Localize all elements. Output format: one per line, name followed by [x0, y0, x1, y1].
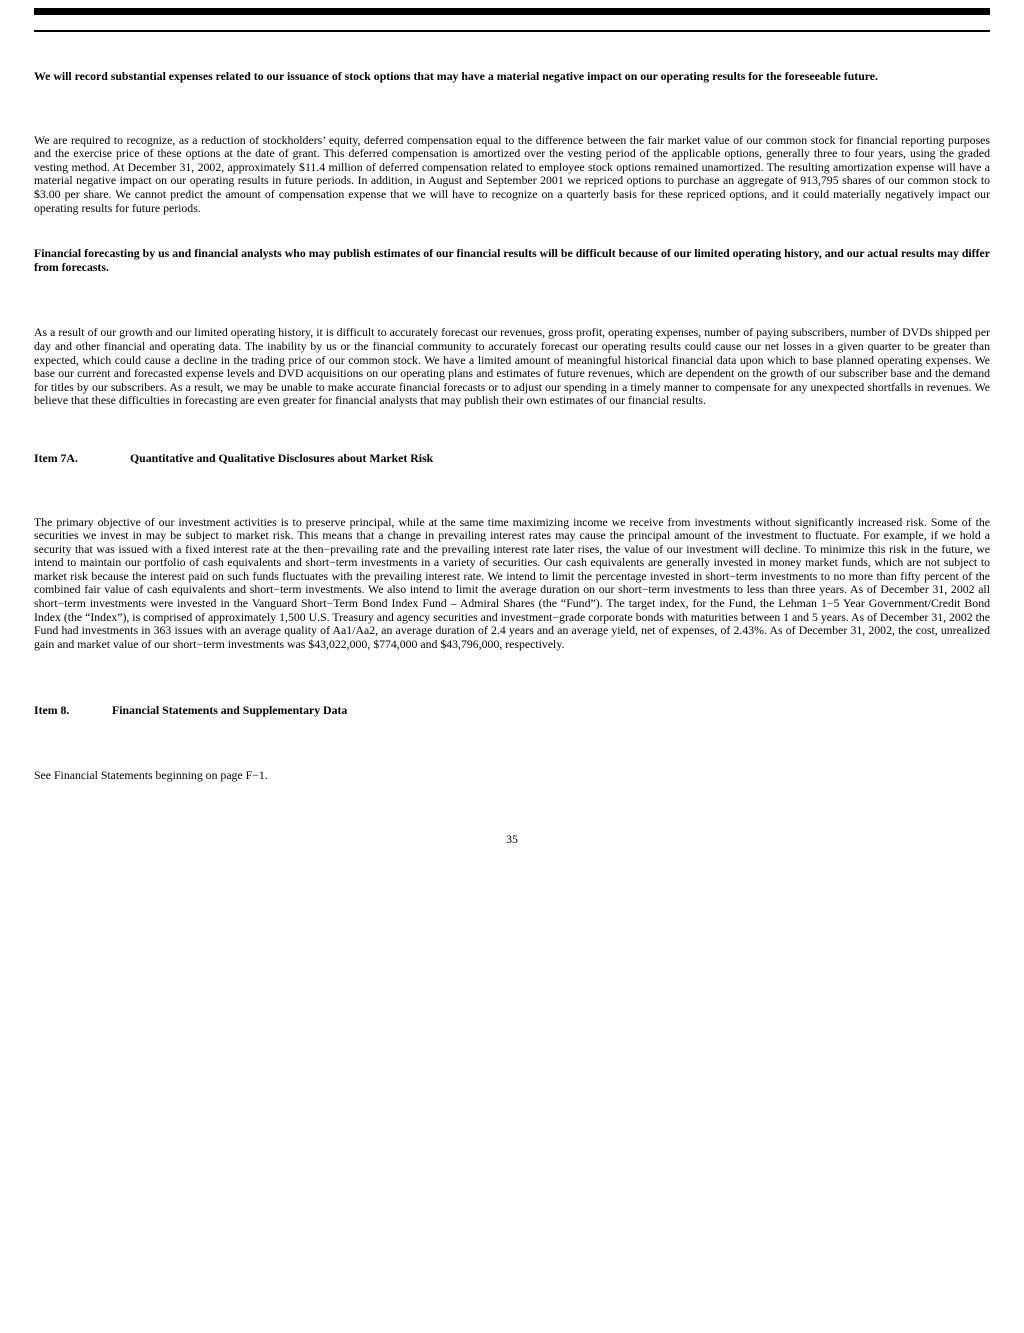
page-number: 35 — [506, 831, 518, 846]
closing-note: See Financial Statements beginning on page F−1. — [34, 768, 268, 783]
item-8-heading — [34, 704, 990, 718]
paragraph-market-risk: The primary objective of our investment activities is to preserve principal, while at the same time maximizing income we receive from investments without significantly increased risk. Some of the securities we invest in may be subject to market risk. This means that a change in prevailing interest rates may cause the principal amount of the investment to fluctuate. For example, if we hold a security that was issued with a fixed interest rate at the then−prevailing rate and the prevailing interest rate later rises, the value of our investment will decline. To minimize this risk in the future, we intend to maintain our portfolio of cash equivalents and short−term investments in a variety of securities. Our cash equivalents are generally invested in money market funds, which are not subject to market risk because the interest paid on such funds fluctuates with the prevailing interest rate. We intend to limit the percentage invested in short−term investments to no more than fifty percent of the combined fair value of cash equivalents and short−term investments. We also intend to limit the average duration on our short−term investments to less than three years. As of December 31, 2002 all short−term investments were invested in the Vanguard Short−Term Bond Index Fund – Admiral Shares (the “Fund”). The target index, for the Fund, the Lehman 1−5 Year Government/Credit Bond Index (the “Index”), is comprised of approximately 1,500 U.S. Treasury and agency securities and investment−grade corporate bonds with maturities between 1 and 5 years. As of December 31, 2002 the Fund had investments in 363 issues with an average quality of Aa1/Aa2, an average duration of 2.4 years and an average yield, net of expenses, of 2.43%. As of December 31, 2002, the cost, unrealized gain and market value of our short−term investments was $43,022,000, $774,000 and $43,796,000, respectively. — [34, 514, 990, 651]
item-7a-heading — [34, 452, 990, 466]
top-rule-thin — [34, 30, 990, 32]
paragraph-stock-options: We are required to recognize, as a reduction of stockholders’ equity, deferred compensation equal to the difference between the fair market value of our common stock for financial reporting purposes and the exercise price of these options at the date of grant. This deferred compensation is amortized over the vesting period of the applicable options, generally three to four years, using the graded vesting method. At December 31, 2002, approximately $11.4 million of deferred compensation related to employee stock options remained unamortized. The resulting amortization expense will have a material negative impact on our operating results in future periods. In addition, in August and September 2001 we repriced options to purchase an aggregate of 913,795 shares of our common stock to $3.00 per share. We cannot predict the amount of compensation expense that we will have to recognize on a quarterly basis for these repriced options, and it could materially negatively impact our operating results for future periods. — [34, 132, 990, 215]
item-7a-title: Quantitative and Qualitative Disclosures about Market Risk — [130, 450, 434, 465]
document-page — [0, 8, 1024, 1333]
item-7a-label: Item 7A. — [34, 450, 78, 465]
risk-heading-forecasting: Financial forecasting by us and financial analysts who may publish estimates of our financial results will be difficult because of our limited operating history, and our actual results may differ from forecasts. — [34, 246, 990, 274]
item-8-label: Item 8. — [34, 703, 70, 718]
item-8-title: Financial Statements and Supplementary Data — [112, 703, 348, 718]
risk-heading-stock-options: We will record substantial expenses related to our issuance of stock options that may have a material negative impact on our operating results for the foreseeable future. — [34, 69, 878, 83]
top-rule-thick — [34, 8, 990, 15]
paragraph-forecasting: As a result of our growth and our limited operating history, it is difficult to accurately forecast our revenues, gross profit, operating expenses, number of paying subscribers, number of DVDs shipped per day and other financial and operating data. The inability by us or the financial community to accurately forecast our operating results could cause our net losses in a given quarter to be greater than expected, which could cause a decline in the trading price of our common stock. We have a limited amount of meaningful historical financial data upon which to base planned operating expenses. We base our current and forecasted expense levels and DVD acquisitions on our operating plans and estimates of future revenues, which are dependent on the growth of our subscriber base and the demand for titles by our subscribers. As a result, we may be unable to make accurate financial forecasts or to adjust our spending in a timely manner to compensate for any unexpected shortfalls in revenues. We believe that these difficulties in forecasting are even greater for financial analysts that may publish their own estimates of our financial results. — [34, 325, 990, 408]
